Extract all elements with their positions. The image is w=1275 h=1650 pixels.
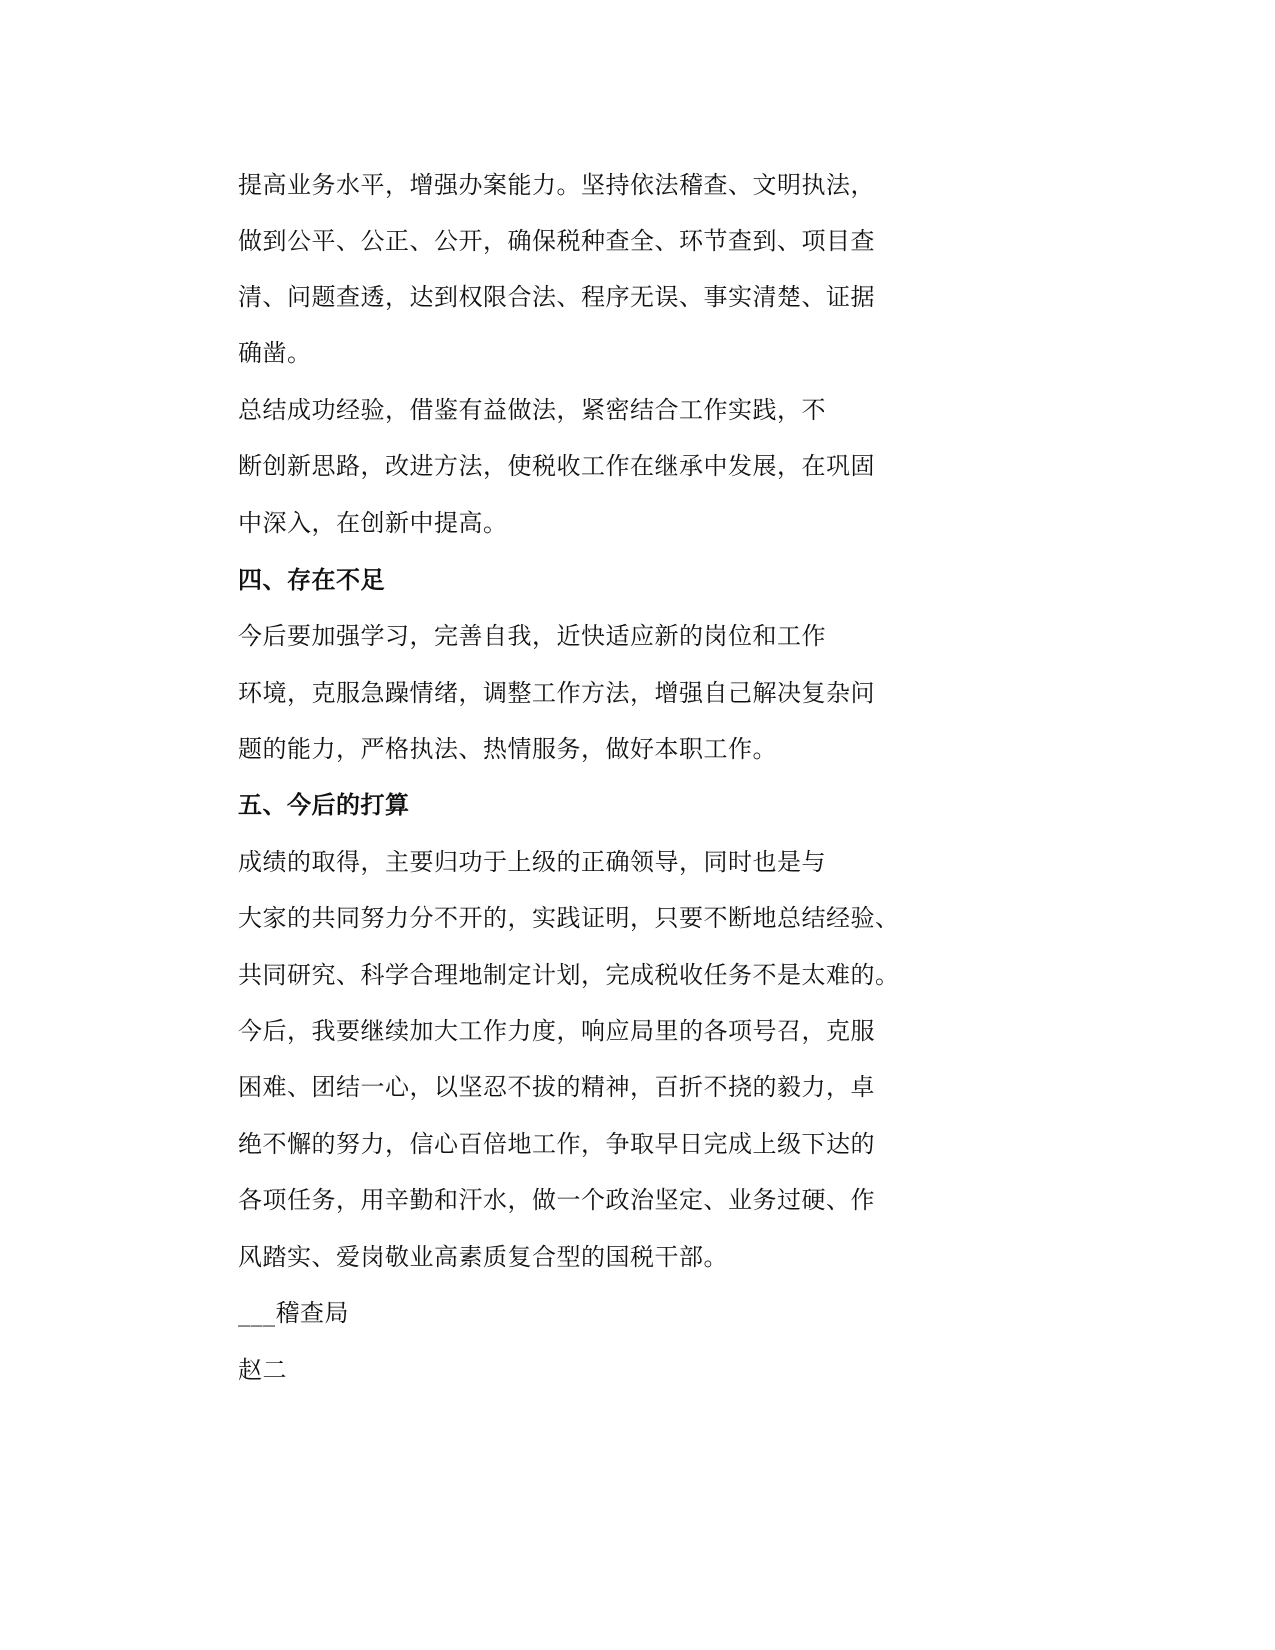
paragraph-line: 做到公平、公正、公开，确保税种查全、环节查到、项目查: [238, 227, 875, 255]
section-heading-4: 四、存在不足: [238, 566, 385, 594]
paragraph-line: 题的能力，严格执法、热情服务，做好本职工作。: [238, 735, 777, 763]
paragraph-line: 各项任务，用辛勤和汗水，做一个政治坚定、业务过硬、作: [238, 1186, 875, 1214]
paragraph-line: 风踏实、爱岗敬业高素质复合型的国税干部。: [238, 1243, 728, 1271]
paragraph-line: 共同研究、科学合理地制定计划，完成税收任务不是太难的。: [238, 961, 900, 989]
paragraph-line: 中深入，在创新中提高。: [238, 509, 508, 537]
paragraph-line: 困难、团结一心，以坚忍不拔的精神，百折不挠的毅力，卓: [238, 1073, 875, 1101]
section-heading-5: 五、今后的打算: [238, 791, 410, 819]
signature-name: 赵二: [238, 1356, 287, 1384]
paragraph-line: 环境，克服急躁情绪，调整工作方法，增强自己解决复杂问: [238, 679, 875, 707]
paragraph-line: 提高业务水平，增强办案能力。坚持依法稽查、文明执法，: [238, 171, 875, 199]
paragraph-line: 清、问题查透，达到权限合法、程序无误、事实清楚、证据: [238, 283, 875, 311]
paragraph-line: 大家的共同努力分不开的，实践证明，只要不断地总结经验、: [238, 904, 900, 932]
paragraph-line: 今后要加强学习，完善自我，近快适应新的岗位和工作: [238, 622, 826, 650]
signature-organization: ___稽查局: [238, 1299, 349, 1327]
paragraph-line: 今后，我要继续加大工作力度，响应局里的各项号召，克服: [238, 1017, 875, 1045]
paragraph-line: 总结成功经验，借鉴有益做法，紧密结合工作实践，不: [238, 396, 826, 424]
paragraph-line: 断创新思路，改进方法，使税收工作在继承中发展，在巩固: [238, 452, 875, 480]
paragraph-line: 成绩的取得，主要归功于上级的正确领导，同时也是与: [238, 848, 826, 876]
paragraph-line: 确凿。: [238, 339, 312, 367]
paragraph-line: 绝不懈的努力，信心百倍地工作，争取早日完成上级下达的: [238, 1130, 875, 1158]
